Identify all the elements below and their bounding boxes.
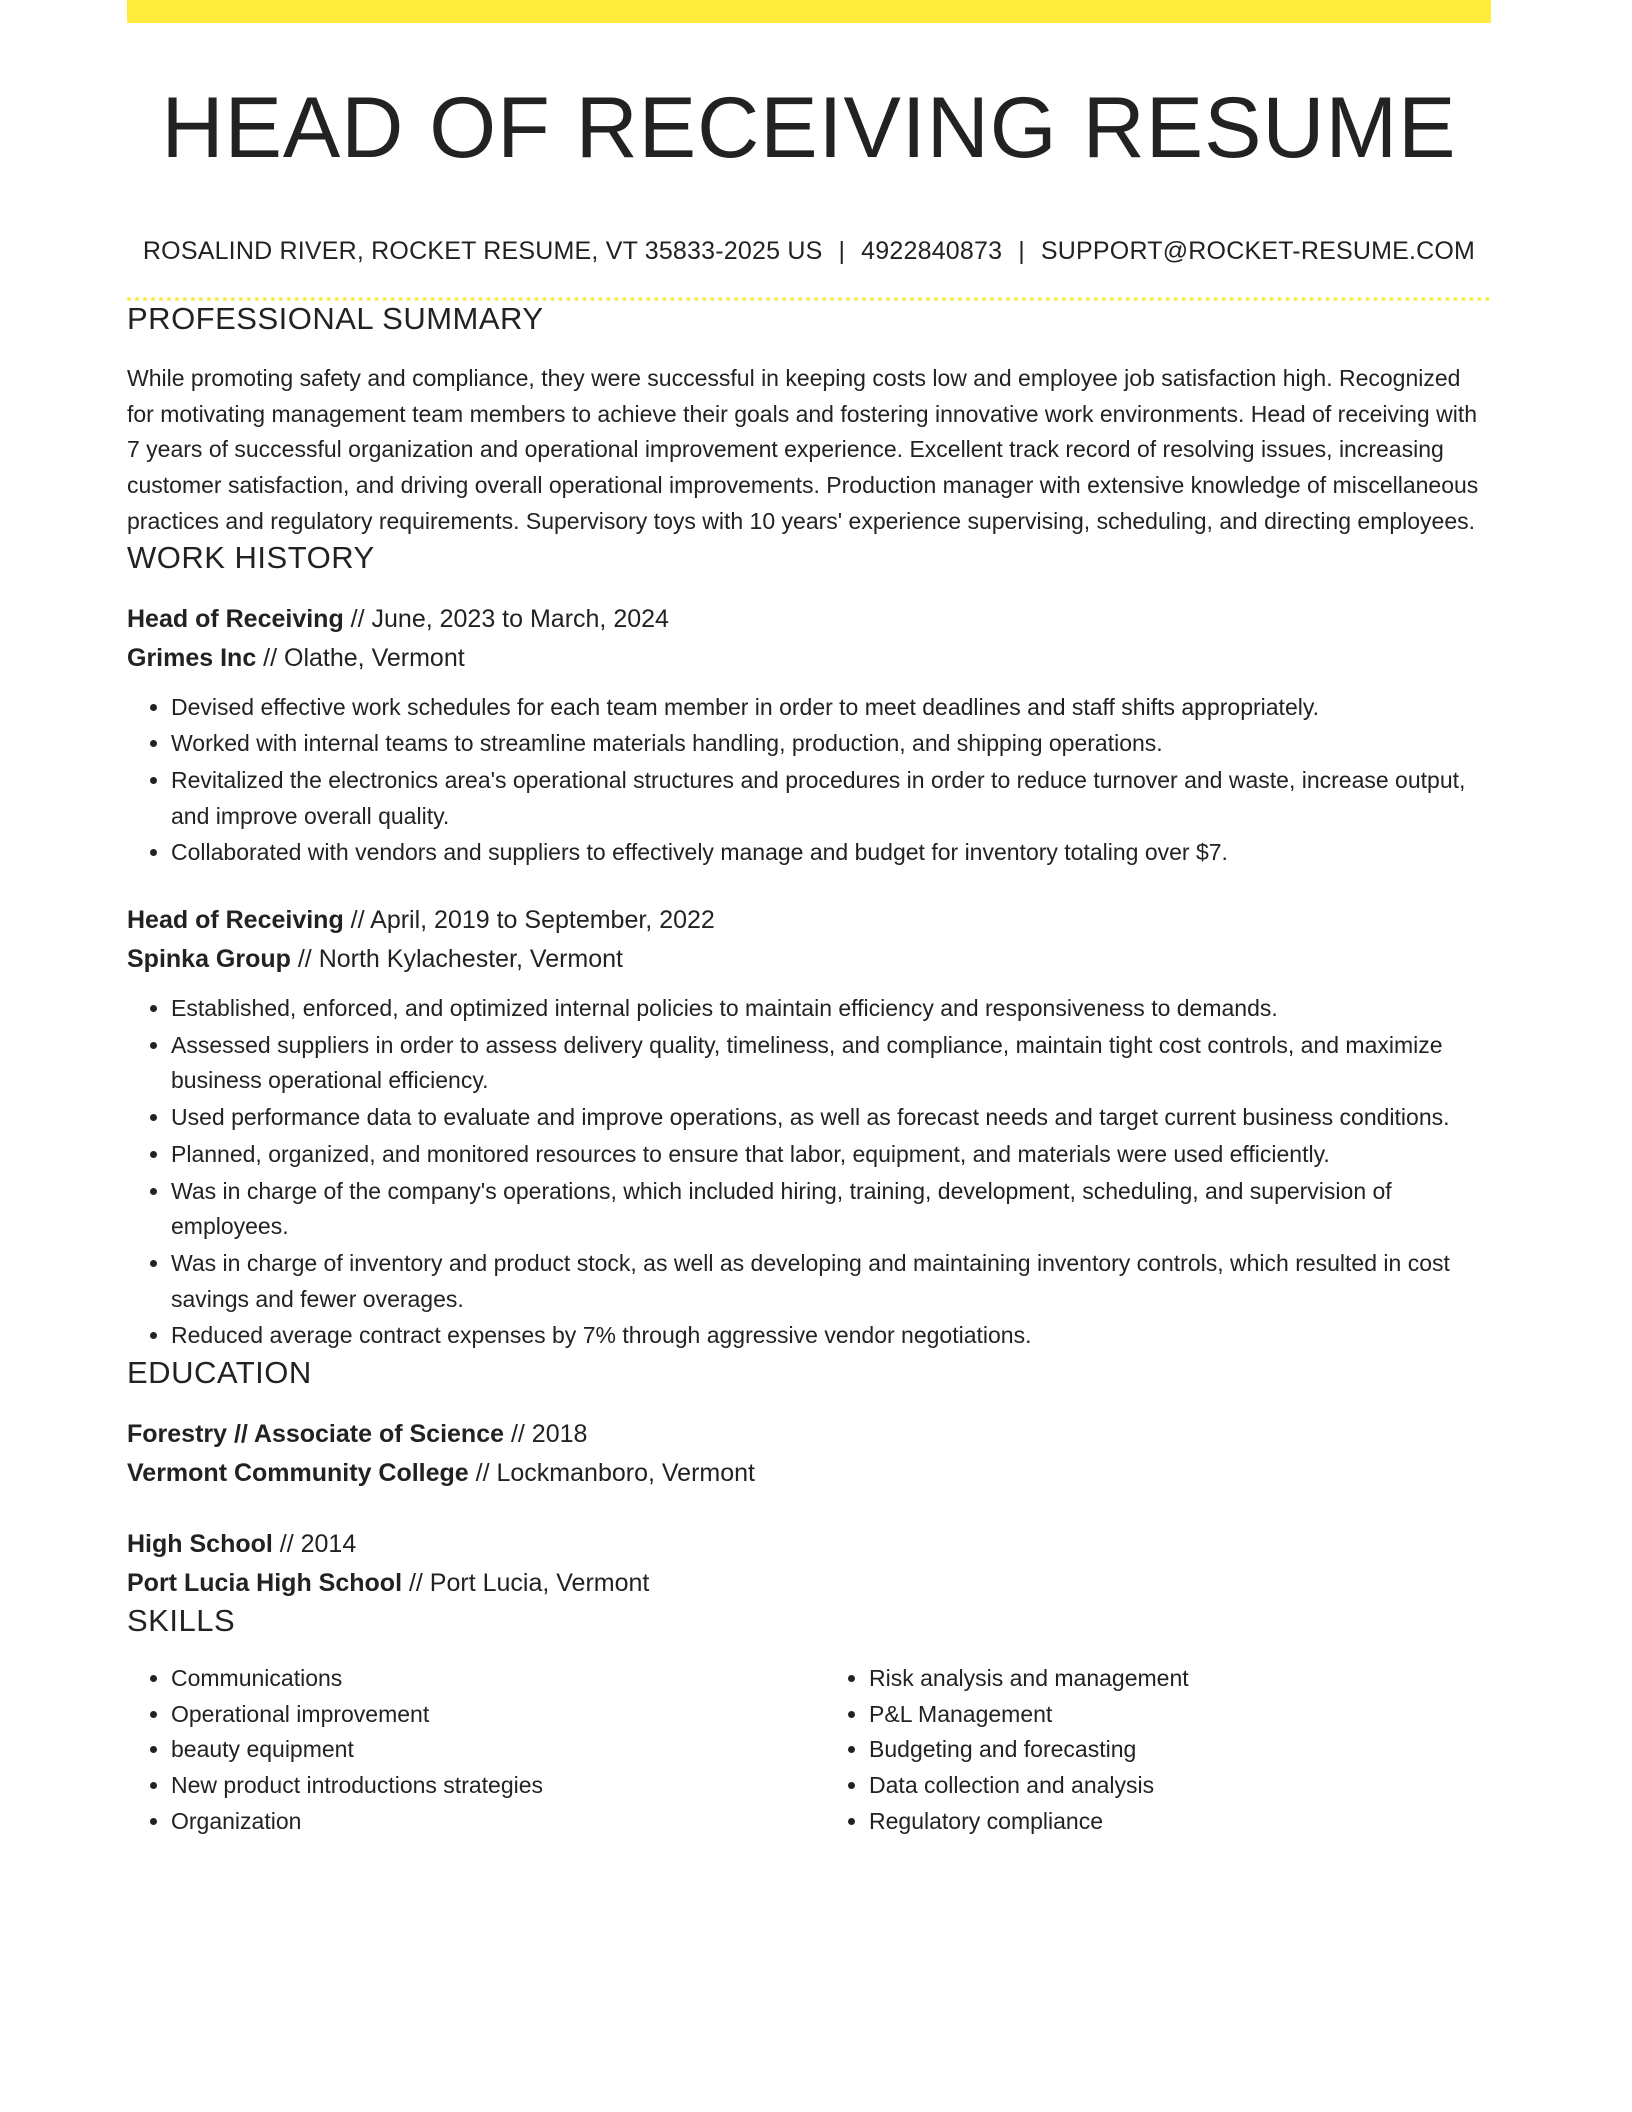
job-dates: // June, 2023 to March, 2024 xyxy=(343,604,669,633)
education-location: // Port Lucia, Vermont xyxy=(402,1569,650,1598)
skills-list xyxy=(127,1661,1491,1840)
skills-column-left xyxy=(127,1661,825,1840)
summary-text: While promoting safety and compliance, they were successful in keeping costs low and employee job satisfaction high. Recognized for motivating management team members to achieve their goals and fostering innovative work environments. Head of receiving with 7 years of successful organization and operational improvement experience. Excellent track record of resolving issues, increasing customer satisfaction, and driving overall operational improvements. Production manager with extensive knowledge of miscellaneous practices and regulatory requirements. Supervisory toys with 10 years' experience supervising, scheduling, and directing employees. xyxy=(127,365,1479,534)
skill-item: • Budgeting and forecasting xyxy=(869,1732,1491,1768)
job-location: // Olathe, Vermont xyxy=(256,643,465,672)
education-degree: Forestry // Associate of Science xyxy=(127,1420,505,1449)
job-title: Head of Receiving xyxy=(127,604,344,633)
job-title: Head of Receiving xyxy=(127,906,344,935)
job-entry xyxy=(127,901,1491,1354)
skill-item: • P&L Management xyxy=(869,1697,1491,1733)
education-degree-line xyxy=(127,1525,1491,1564)
education-location: // Lockmanboro, Vermont xyxy=(468,1459,755,1488)
skill-item: • Data collection and analysis xyxy=(869,1768,1491,1804)
skill-item: • Risk analysis and management xyxy=(869,1661,1491,1697)
job-company-line xyxy=(127,940,1491,979)
list-item: • Established, enforced, and optimized internal policies to maintain efficiency and responsiveness to demands. xyxy=(171,991,1491,1027)
contact-separator: | xyxy=(1018,237,1025,265)
skill-item: • New product introductions strategies xyxy=(171,1768,825,1804)
list-item: • Devised effective work schedules for each team member in order to meet deadlines and staff shifts appropriately. xyxy=(171,690,1491,726)
education-school: Port Lucia High School xyxy=(127,1569,403,1598)
education-entry xyxy=(127,1415,1491,1493)
list-item: • Revitalized the electronics area's operational structures and procedures in order to reduce turnover and waste, increase output, and improve overall quality. xyxy=(171,763,1491,834)
job-bullets xyxy=(127,991,1491,1354)
section-heading-skills: SKILLS xyxy=(127,1603,236,1639)
contact-address: ROSALIND RIVER, ROCKET RESUME, VT 35833-2025 US xyxy=(142,237,823,265)
education-degree: High School xyxy=(127,1530,273,1559)
education-school-line xyxy=(127,1564,1491,1603)
job-company-line xyxy=(127,639,1491,678)
skill-item: • beauty equipment xyxy=(171,1732,825,1768)
job-location: // North Kylachester, Vermont xyxy=(290,945,623,974)
contact-separator: | xyxy=(838,237,846,265)
job-entry xyxy=(127,600,1491,872)
accent-top-bar xyxy=(127,0,1491,23)
skills-column-right xyxy=(825,1661,1491,1840)
job-title-line xyxy=(127,600,1491,639)
list-item: • Planned, organized, and monitored resources to ensure that labor, equipment, and materials were used efficiently. xyxy=(171,1137,1491,1173)
section-heading-summary: PROFESSIONAL SUMMARY xyxy=(127,301,544,336)
list-item: • Was in charge of inventory and product stock, as well as developing and maintaining inventory controls, which resulted in cost savings and fewer overages. xyxy=(171,1246,1491,1317)
education-year: // 2018 xyxy=(504,1420,588,1449)
section-heading-work: WORK HISTORY xyxy=(127,539,375,575)
job-dates: // April, 2019 to September, 2022 xyxy=(343,906,715,935)
contact-line xyxy=(127,237,1491,266)
skill-item: • Operational improvement xyxy=(171,1697,825,1733)
contact-phone: 4922840873 xyxy=(861,237,1003,265)
education-degree-line xyxy=(127,1415,1491,1454)
list-item: • Worked with internal teams to streamline materials handling, production, and shipping operations. xyxy=(171,726,1491,762)
skill-item: • Regulatory compliance xyxy=(869,1804,1491,1840)
skill-item: • Organization xyxy=(171,1804,825,1840)
page-title: HEAD OF RECEIVING RESUME xyxy=(161,80,1457,176)
list-item: • Was in charge of the company's operations, which included hiring, training, development, scheduling, and supervision of employees. xyxy=(171,1174,1491,1245)
section-heading-education: EDUCATION xyxy=(127,1355,312,1391)
list-item: • Used performance data to evaluate and improve operations, as well as forecast needs and target current business conditions. xyxy=(171,1100,1491,1136)
education-school-line xyxy=(127,1454,1491,1493)
job-company: Grimes Inc xyxy=(127,643,257,672)
resume-page xyxy=(127,0,1491,1840)
list-item: • Reduced average contract expenses by 7% through aggressive vendor negotiations. xyxy=(171,1318,1491,1354)
education-school: Vermont Community College xyxy=(127,1459,469,1488)
education-entry xyxy=(127,1525,1491,1603)
job-company: Spinka Group xyxy=(127,945,291,974)
list-item: • Collaborated with vendors and suppliers to effectively manage and budget for inventory totaling over $7. xyxy=(171,835,1491,871)
contact-email: SUPPORT@ROCKET-RESUME.COM xyxy=(1040,237,1476,265)
education-year: // 2014 xyxy=(272,1530,357,1559)
list-item: • Assessed suppliers in order to assess delivery quality, timeliness, and compliance, maintain tight cost controls, and maximize business operational efficiency. xyxy=(171,1028,1491,1099)
job-title-line xyxy=(127,901,1491,940)
skill-item: • Communications xyxy=(171,1661,825,1697)
job-bullets xyxy=(127,690,1491,872)
